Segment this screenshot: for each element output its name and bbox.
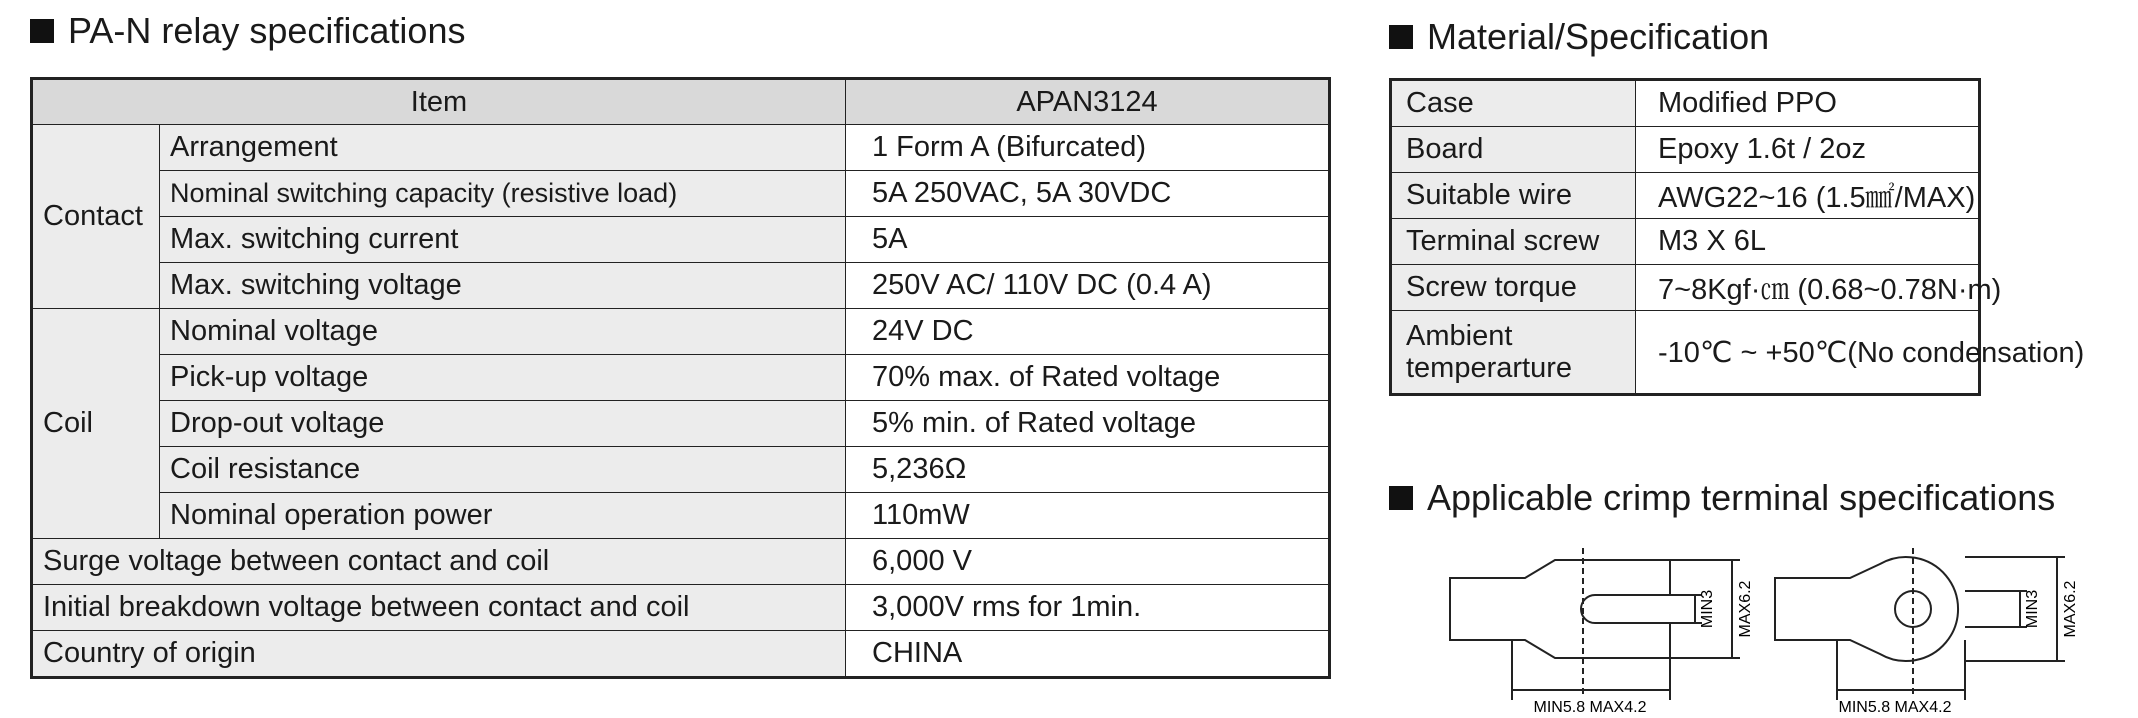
table-row [32,493,1330,539]
fork-outline [1450,560,1670,658]
table-row [32,631,1330,678]
table-row [32,585,1330,631]
row-key: Terminal screw [1391,219,1636,265]
row-key: Case [1391,80,1636,127]
table-row [1391,265,1980,311]
relay-spec-table [30,77,1331,679]
ring-bottom-label: MIN5.8 MAX4.2 [1838,699,1952,716]
row-label: Initial breakdown voltage between contact and coil [32,585,846,631]
row-label: Coil resistance [160,447,846,493]
relay-spec-title [30,10,465,52]
row-key: Ambient temperarture [1391,311,1636,395]
table-row [32,401,1330,447]
table-row [1391,80,1980,127]
ring-max-width-label: MAX6.2 [2062,580,2079,638]
fork-min-width-label: MIN3 [1699,589,1716,629]
table-row [32,217,1330,263]
table-row [1391,219,1980,265]
table-row [32,171,1330,217]
fork-terminal-diagram [1440,540,1780,715]
row-value: Epoxy 1.6t / 2oz [1636,127,1980,173]
row-value: 3,000V rms for 1min. [846,585,1330,631]
fork-bottom-label: MIN5.8 MAX4.2 [1533,699,1647,716]
crimp-spec-title-text: Applicable crimp terminal specifications [1427,477,2056,518]
row-label: Arrangement [160,125,846,171]
row-value: CHINA [846,631,1330,678]
row-value: 6,000 V [846,539,1330,585]
fork-max-width-label: MAX6.2 [1737,580,1754,638]
material-spec-table [1389,78,2085,396]
table-row [32,263,1330,309]
row-value: -10℃ ~ +50℃(No condensation) [1636,311,1980,395]
table-row [32,447,1330,493]
row-key: Screw torque [1391,265,1636,311]
row-key: Suitable wire [1391,173,1636,219]
row-label: Nominal voltage [160,309,846,355]
table-row [1391,173,1980,219]
table-row [32,355,1330,401]
row-value: 110mW [846,493,1330,539]
square-bullet-icon [1389,486,1413,510]
row-label: Nominal operation power [160,493,846,539]
table-row [32,539,1330,585]
group-coil: Coil [32,309,160,539]
table-row [1391,311,1980,395]
row-label: Nominal switching capacity (resistive load) [160,171,846,217]
header-item: Item [32,79,846,125]
row-label: Pick-up voltage [160,355,846,401]
row-value: Modified PPO [1636,80,1980,127]
row-value: 5A 250VAC, 5A 30VDC [846,171,1330,217]
row-value: 5% min. of Rated voltage [846,401,1330,447]
row-value: 250V AC/ 110V DC (0.4 A) [846,263,1330,309]
square-bullet-icon [1389,25,1413,49]
group-contact: Contact [32,125,160,309]
header-model: APAN3124 [846,79,1330,125]
row-label: Max. switching current [160,217,846,263]
material-spec-title-text: Material/Specification [1427,16,1770,57]
row-value: 5A [846,217,1330,263]
relay-spec-title-text: PA-N relay specifications [68,10,466,51]
row-label: Max. switching voltage [160,263,846,309]
row-value: 5,236Ω [846,447,1330,493]
table-header-row [32,79,1330,125]
table-row [32,309,1330,355]
row-label: Drop-out voltage [160,401,846,447]
row-value: M3 X 6L [1636,219,1980,265]
ring-min-width-label: MIN3 [2024,589,2041,629]
square-bullet-icon [30,19,54,43]
row-value: 24V DC [846,309,1330,355]
crimp-spec-title [1389,477,2055,519]
row-label: Country of origin [32,631,846,678]
table-row [1391,127,1980,173]
row-value: 7~8Kgf·㎝ (0.68~0.78N·m) [1636,265,1980,311]
row-value: 1 Form A (Bifurcated) [846,125,1330,171]
ring-terminal-diagram [1765,540,2105,715]
row-key: Board [1391,127,1636,173]
row-value: AWG22~16 (1.5㎟/MAX) [1636,173,1980,219]
row-value: 70% max. of Rated voltage [846,355,1330,401]
material-spec-title [1389,16,1769,58]
table-row [32,125,1330,171]
row-label: Surge voltage between contact and coil [32,539,846,585]
